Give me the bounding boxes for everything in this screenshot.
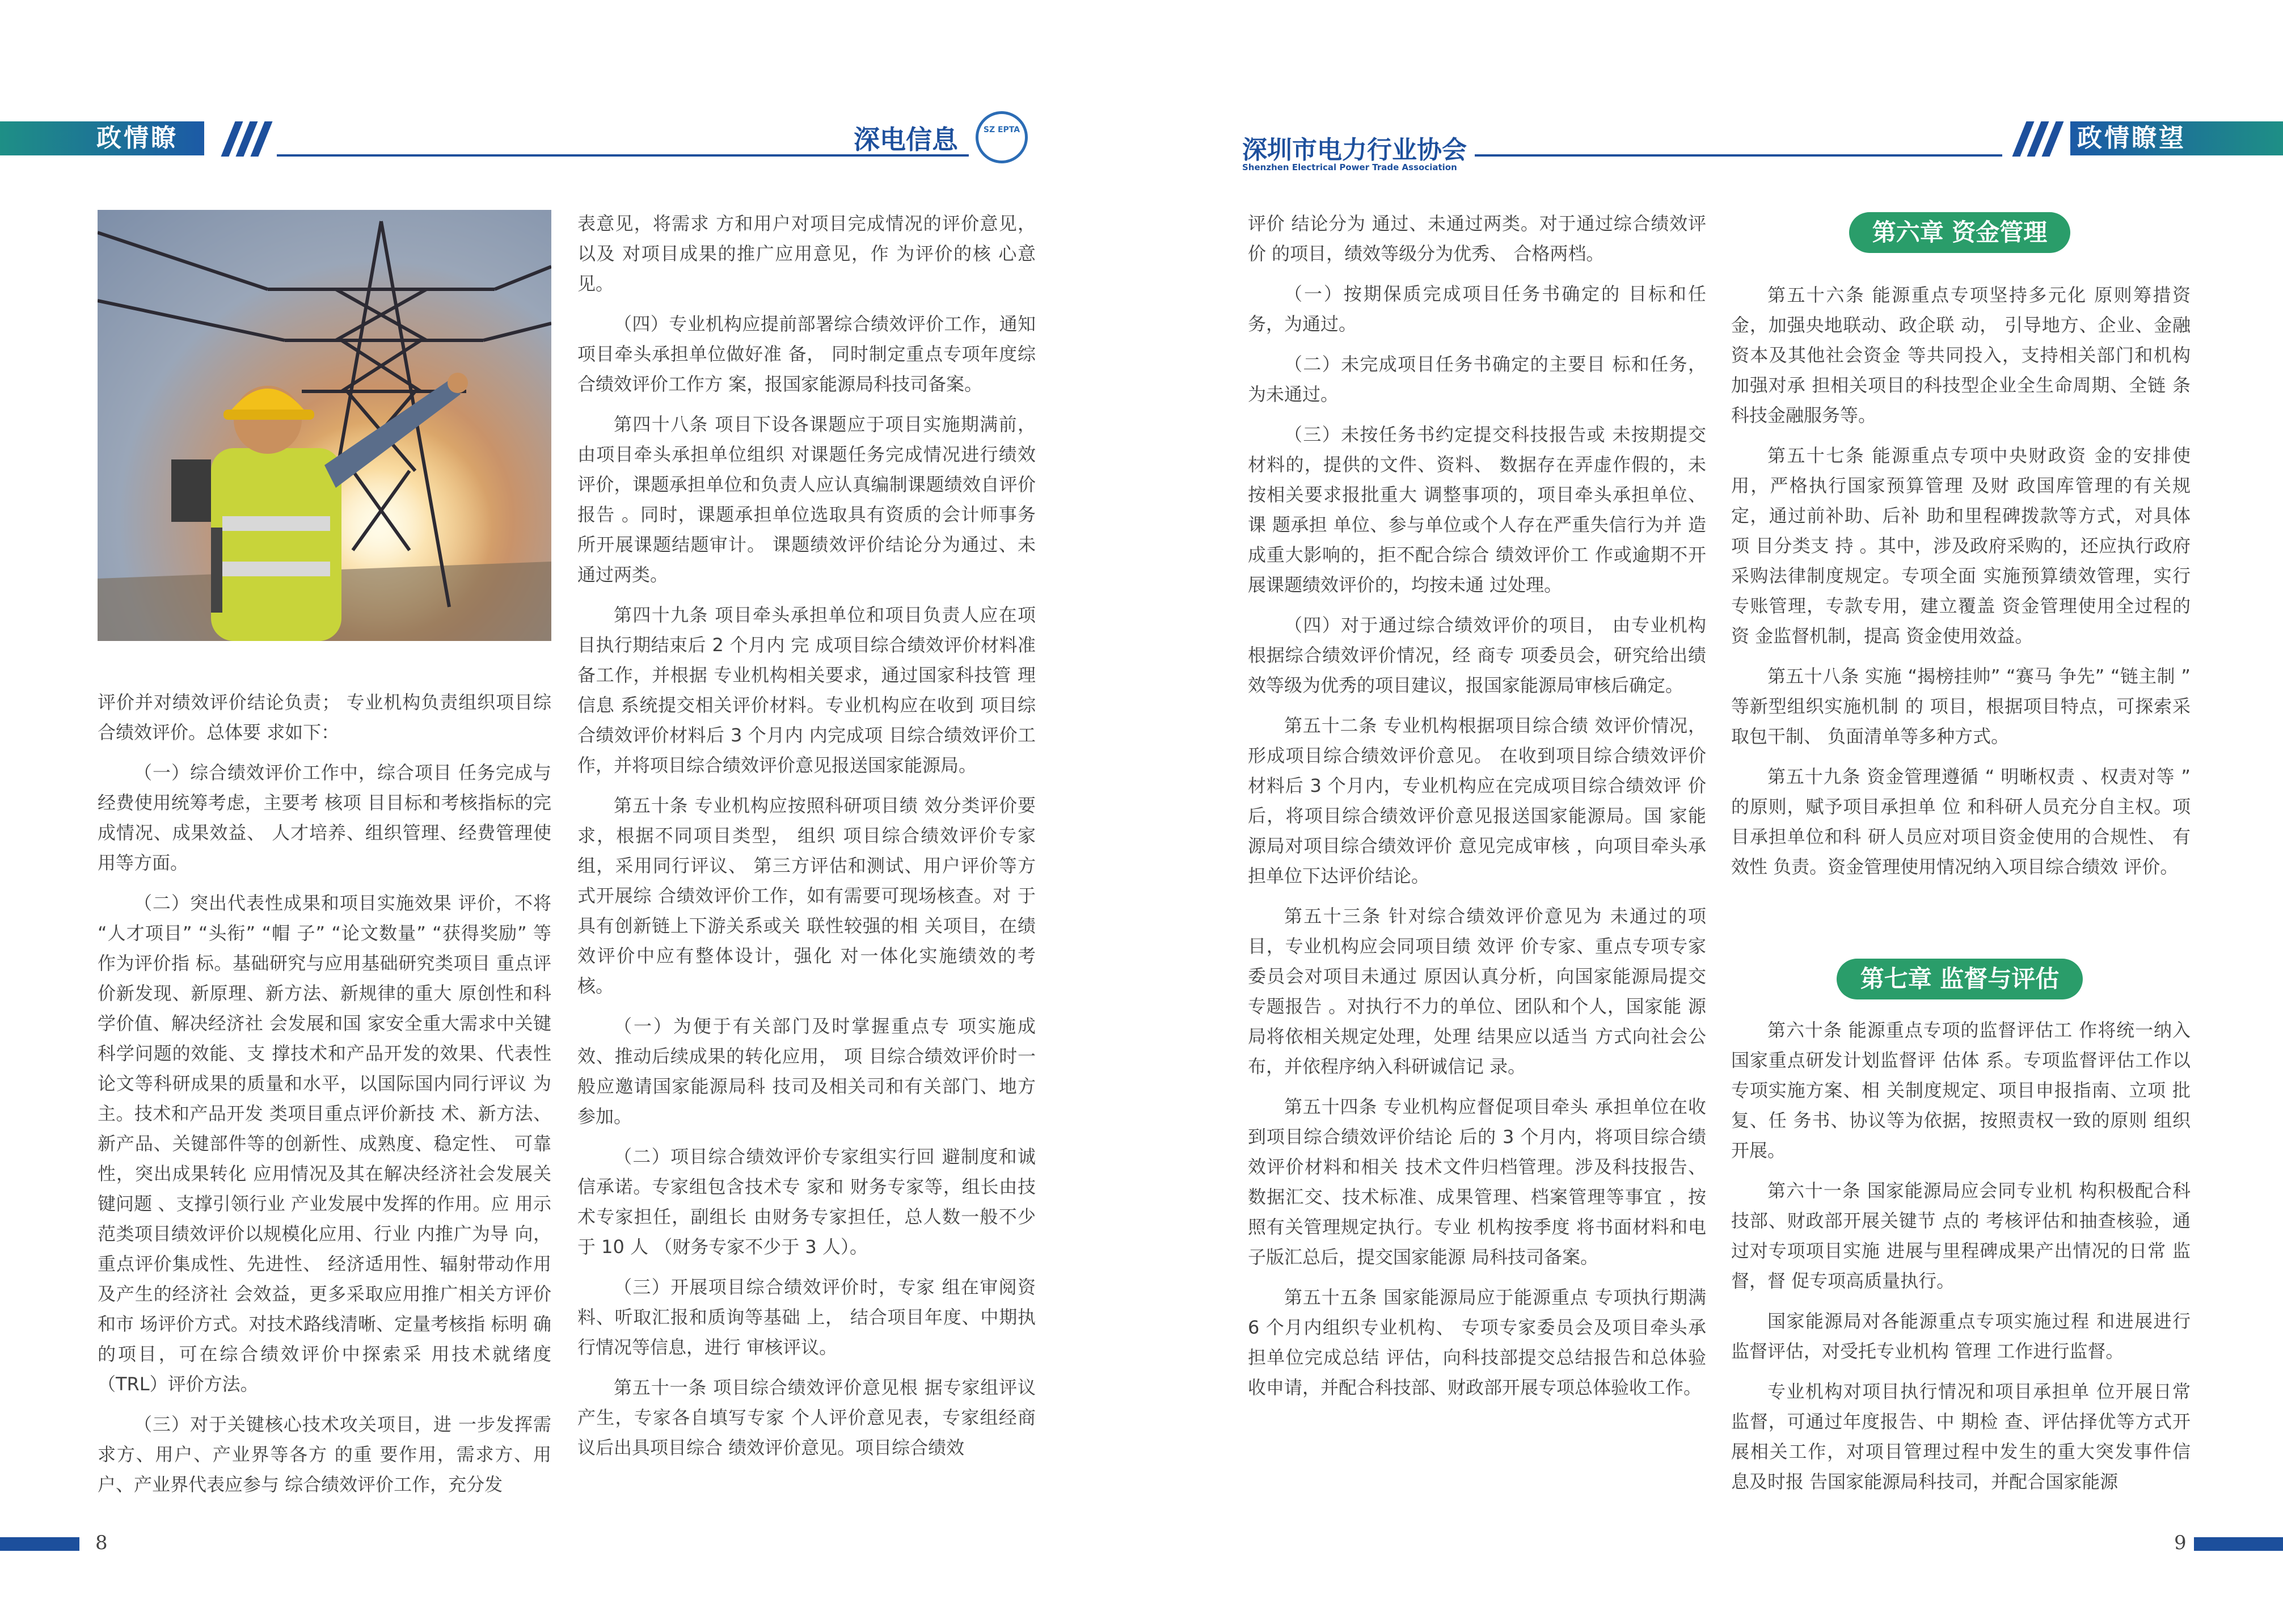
paragraph: 国家能源局对各能源重点专项实施过程 和进展进行监督评估，对受托专业机构 管理 工作进行监督。 [1731, 1310, 2191, 1362]
paragraph: 第五十八条 实施 “揭榜挂帅” “赛马 争先” “链主制 ” 等新型组织实施机制 的 项目，根据项目特点，可探索采取包干制、 负面清单等多种方式。 [1731, 665, 2191, 747]
paragraph: 第五十四条 专业机构应督促项目牵头 承担单位在收到项目综合绩效评价结论 后的 3 个月内，将项目综合绩效评价材料和相关 技术文件归档管理。涉及科技报告、 数据汇交、技术标准、成果管理、档案管理等事宜 ，按照有关管理规定执行。专业 机构按季度 将书面材料和电子版汇总后，提交国家能源 局科技司备案。 [1248, 1096, 1706, 1268]
association-logo: SZ EPTA [976, 111, 1028, 163]
paragraph: （一）综合绩效评价工作中，综合项目 任务完成与经费使用统筹考虑，主要考 核项 目目标和考核指标的完成情况、成果效益、 人才培养、组织管理、经费管理使 用等方面。 [98, 762, 551, 874]
paragraph: 第五十七条 能源重点专项中央财政资 金的安排使用，严格执行国家预算管理 及财 政国库管理的有关规定，通过前补助、后补 助和里程碑拨款等方式，对具体项 目分类支 持 。其中，涉及政府采购的，还应执行政府 采购法律制度规定。专项全面 实施预算绩效管理，实行专账管理，专款专用，建立覆盖 资金管理使用全过程的资 金监督机制，提高 资金使用效益。 [1731, 445, 2191, 647]
paragraph: （二）项目综合绩效评价专家组实行回 避制度和诚信承诺。专家组包含技术专 家和 财务专家等，组长由技术专家担任，副组长 由财务专家担任，总人数一般不少于 10 人 （财务专家不少于 3 人）。 [577, 1146, 1036, 1258]
paragraph: 专业机构对项目执行情况和项目承担单 位开展日常监督，可通过年度报告、中 期检 查、评估择优等方式开展相关工作，对项目管理过程中发生的重大突发事件信 息及时报 告国家能源局科技司，并配合国家能源 [1731, 1381, 2191, 1492]
page-number-left: 8 [95, 1532, 108, 1554]
paragraph: （三）未按任务书约定提交科技报告或 未按期提交材料的，提供的文件、资料、 数据存在弄虚作假的，未按相关要求报批重大 调整事项的，项目牵头承担单位、课 题承担 单位、参与单位或个人存在严重失信行为并 造成重大影响的，拒不配合综合 绩效评价工 作或逾期不开展课题绩效评价的，均按未通 过处理。 [1248, 424, 1706, 596]
paragraph: 第五十二条 专业机构根据项目综合绩 效评价情况，形成项目综合绩效评价意见。 在收到项目综合绩效评价材料后 3 个月内，专业机构应在完成项目综合绩效评 价后，将项目综合绩效评价意见报送国家能源局。国 家能源局对项目综合绩效评价 意见完成审核 ，向项目牵头承担单位下达评价结论。 [1248, 715, 1706, 887]
paragraph: 第五十九条 资金管理遵循 “ 明晰权责 、权责对等 ” 的原则，赋予项目承担单 位 和科研人员充分自主权。项目承担单位和科 研人员应对项目资金使用的合规性、 有效性 负责。资金管理使用情况纳入项目综合绩效 评价。 [1731, 766, 2191, 878]
section-tag-left: 政情瞭望 [0, 121, 204, 155]
paragraph: 第五十条 专业机构应按照科研项目绩 效分类评价要求，根据不同项目类型， 组织 项目综合绩效评价专家组，采用同行评议、 第三方评估和测试、用户评价等方 式开展综 合绩效评价工作，如有需要可现场核查。对 于具有创新链上下游关系或关 联性较强的相 关项目，在绩效评价中应有整体设计，强化 对一体化实施绩效的考核。 [577, 795, 1036, 997]
paragraph: 第六十一条 国家能源局应会同专业机 构积极配合科技部、财政部开展关键节 点的 考核评估和抽查核验，通过对专项项目实施 进展与里程碑成果产出情况的日常 监督，督 促专项高质量执行。 [1731, 1180, 2191, 1292]
chapter-6-heading: 第六章 资金管理 [1849, 212, 2070, 253]
paragraph: 表意见，将需求 方和用户对项目完成情况的评价意见，以及 对项目成果的推广应用意见，作 为评价的核 心意见。 [577, 213, 1036, 294]
paragraph: （二）未完成项目任务书确定的主要目 标和任务，为未通过。 [1248, 353, 1706, 405]
power-tower-photo [98, 210, 551, 641]
footer-bar-right [2194, 1537, 2283, 1551]
paragraph: 评价并对绩效评价结论负责； 专业机构负责组织项目综合绩效评价。总体要 求如下： [98, 691, 551, 743]
paragraph: （二）突出代表性成果和项目实施效果 评价，不将 “人才项目” “头衔” “帽 子” “论文数量” “获得奖励” 等作为评价指 标。基础研究与应用基础研究类项目 重点评 价新发现、新原理、新方法、新规律的重大 原创性和科学价值、解决经济社 会发展和国 家安全重大需求中关键科学问题的效能、支 撑技术和产品开发的效果、代表性论文等科研成果的质量和水平，以国际国内同行评议 为主。技术和产品开发 类项目重点评价新技 术、新方法、新产品、关键部件等的创新性、成熟度、稳定性、 可靠性，突出成果转化 应用情况及其在解决经济社会发展关键问题 、支撑引领行业 产业发展中发挥的作用。应 用示范类项目绩效评价以规模化应用、行业 内推广为导 向，重点评价集成性、先进性、 经济适用性、辐射带动作用及产生的经济社 会效益，更多采取应用推广相关方评价和市 场评价方式。对技术路线清晰、定量考核指 标明 确的项目，可在综合绩效评价中探索采 用技术就绪度（TRL）评价方法。 [98, 892, 551, 1395]
photo-illustration [98, 210, 551, 641]
paragraph: （四）专业机构应提前部署综合绩效评价工作，通知项目牵头承担单位做好准 备， 同时制定重点专项年度综合绩效评价工作方 案，报国家能源局科技司备案。 [577, 313, 1036, 395]
footer-bar-left [0, 1537, 79, 1551]
text-column-1 [98, 687, 551, 1510]
header-rule-right [1475, 154, 2002, 157]
text-column-4b [1731, 1015, 2191, 1507]
paragraph: （一）为便于有关部门及时掌握重点专 项实施成效、推动后续成果的转化应用， 项 目综合绩效评价时一般应邀请国家能源局科 技司及相关司和有关部门、地方参加。 [577, 1015, 1036, 1127]
paragraph: （三）开展项目综合绩效评价时，专家 组在审阅资料、听取汇报和质询等基础 上， 结合项目年度、中期执行情况等信息，进行 审核评议。 [577, 1276, 1036, 1358]
paragraph: （四）对于通过综合绩效评价的项目， 由专业机构根据综合绩效评价情况，经 商专 项委员会，研究给出绩效等级为优秀的项目建议，报国家能源局审核后确定。 [1248, 614, 1706, 696]
text-column-3 [1248, 209, 1706, 1413]
paragraph: （一）按期保质完成项目任务书确定的 目标和任务，为通过。 [1248, 283, 1706, 335]
paragraph: 第五十三条 针对综合绩效评价意见为 未通过的项目，专业机构应会同项目绩 效评 价专家、重点专项专家委员会对项目未通过 原因认真分析，向国家能源局提交 专题报告 。对执行不力的单位、团队和个人，国家能 源局将依相关规定处理，处理 结果应以适当 方式向社会公布，并依程序纳入科研诚信记 录。 [1248, 905, 1706, 1077]
association-name-en: Shenzhen Electrical Power Trade Association [1242, 162, 1457, 172]
page-number-right: 9 [2174, 1532, 2187, 1554]
text-column-2 [577, 209, 1036, 1473]
paragraph: 评价 结论分为 通过、未通过两类。对于通过综合绩效评价 的项目，绩效等级分为优秀、 合格两档。 [1248, 213, 1706, 264]
paragraph: 第五十六条 能源重点专项坚持多元化 原则筹措资金，加强央地联动、政企联 动， 引导地方、企业、金融资本及其他社会资金 等共同投入，支持相关部门和机构 加强对承 担相关项目的科技型企业全生命周期、全链 条科技金融服务等。 [1731, 284, 2191, 426]
paragraph: 第四十八条 项目下设各课题应于项目实施期满前，由项目牵头承担单位组织 对课题任务完成情况进行绩效评价，课题承担单位和负责人应认真编制课题绩效自评价报告 。同时，课题承担单位选取具有资质的会计师事务所开展课题结题审计。 课题绩效评价结论分为通过、未通过两类。 [577, 414, 1036, 585]
paragraph: 第四十九条 项目牵头承担单位和项目负责人应在项目执行期结束后 2 个月内 完 成项目综合绩效评价材料准备工作，并根据 专业机构相关要求，通过国家科技管 理信息 系统提交相关评价材料。专业机构应在收到 项目综合绩效评价材料后 3 个月内 内完成项 目综合绩效评价工作，并将项目综合绩效评价意见报送国家能源局。 [577, 604, 1036, 776]
association-name-right: 深圳市电力行业协会 [1242, 136, 1467, 164]
chapter-7-heading: 第七章 监督与评估 [1837, 959, 2083, 999]
section-tag-right: 政情瞭望 [2070, 121, 2283, 155]
paragraph: （三）对于关键核心技术攻关项目，进 一步发挥需求方、用户、产业界等各方 的重 要作用，需求方、用户、产业界代表应参与 综合绩效评价工作，充分发 [98, 1414, 551, 1495]
text-column-4a [1731, 280, 2191, 892]
paragraph: 第六十条 能源重点专项的监督评估工 作将统一纳入国家重点研发计划监督评 估体 系。专项监督评估工作以专项实施方案、相 关制度规定、项目申报指南、立项 批复、任 务书、协议等为依据，按照责权一致的原则 组织开展。 [1731, 1019, 2191, 1161]
paragraph: 第五十五条 国家能源局应于能源重点 专项执行期满 6 个月内组织专业机构、 专项专家委员会及项目牵头承担单位完成总结 评估，向科技部提交总结报告和总体验收申请，并配合科技部、财政部开展专项总体验收工作。 [1248, 1286, 1706, 1398]
paragraph: 第五十一条 项目综合绩效评价意见根 据专家组评议产生，专家各自填写专家 个人评价意见表，专家组经商议后出具项目综合 绩效评价意见。项目综合绩效 [577, 1377, 1036, 1458]
brand-title-left: 深电信息 [854, 124, 958, 155]
